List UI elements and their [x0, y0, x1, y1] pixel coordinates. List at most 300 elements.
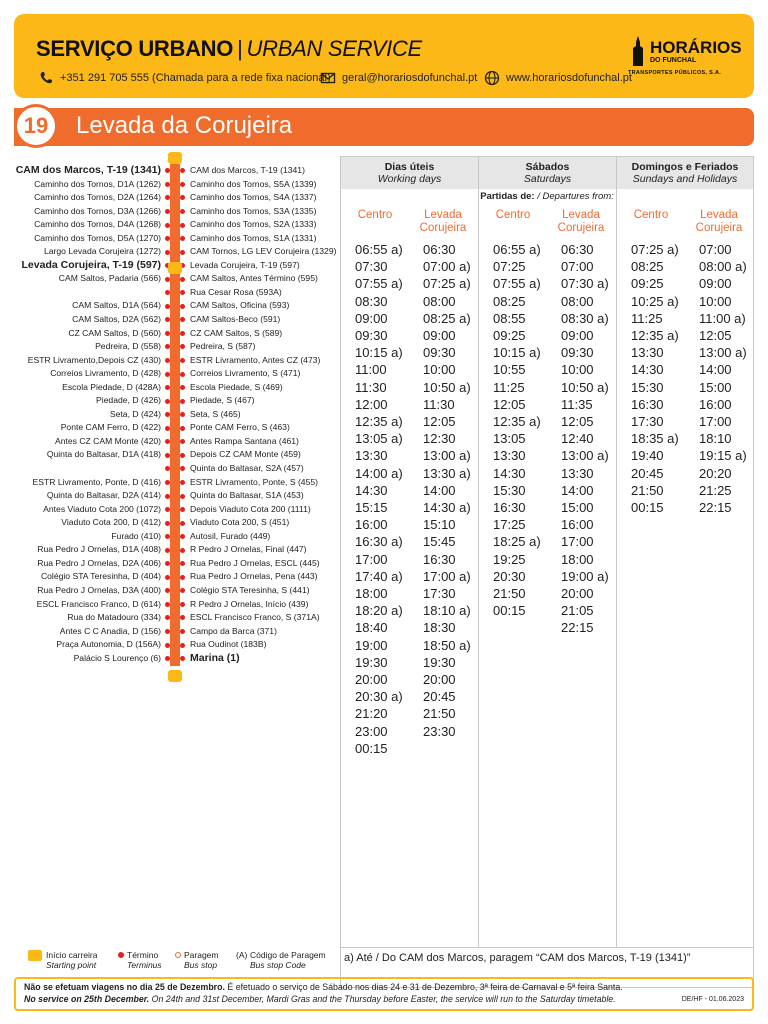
outbound-stop: Viaduto Cota 200, D (412) [61, 517, 161, 528]
departure-time: 07:00 [561, 259, 594, 275]
weekdays-levada-heading: Levada Corujeira [419, 209, 467, 234]
departure-time: 07:30 [355, 259, 388, 275]
return-stop: Viaduto Cota 200, S (451) [190, 517, 290, 528]
departure-time: 21:50 [423, 706, 456, 722]
terminus-dot [180, 168, 185, 173]
saturdays-header [479, 157, 616, 189]
departure-time: 12:05 [699, 328, 732, 344]
departure-time: 12:05 [423, 414, 456, 430]
return-stop: CZ CAM Saltos, S (589) [190, 327, 283, 338]
departure-time: 09:00 [423, 328, 456, 344]
terminus-dot [180, 629, 185, 634]
departure-time: 09:25 [631, 276, 664, 292]
legend-code [236, 950, 326, 970]
terminus-dot [165, 331, 170, 336]
outbound-stop: Colégio STA Teresinha, D (404) [40, 571, 161, 582]
page-title [36, 36, 422, 62]
departure-time: 10:50 a) [561, 379, 609, 395]
departure-time: 16:30 [493, 500, 526, 516]
departure-time: 11:25 [631, 310, 663, 326]
departure-time: 07:55 a) [493, 276, 541, 292]
sundays-label-en: Sundays and Holidays [632, 173, 738, 185]
return-stop: Ponte CAM Ferro, S (463) [190, 422, 290, 433]
return-stop: Caminho dos Tornos, S1A (1331) [190, 232, 317, 243]
terminus-dot [165, 399, 170, 404]
departure-time: 10:55 [493, 362, 526, 378]
phone-icon [38, 70, 54, 86]
legend-start-pt: Início carreira [46, 950, 98, 960]
terminus-dot [165, 548, 170, 553]
legend-term-pt: Término [127, 950, 159, 960]
terminus-dot [165, 358, 170, 363]
outbound-stop: Caminho dos Tornos, D5A (1270) [34, 232, 161, 243]
email-link[interactable]: geral@horariosdofunchal.pt [342, 72, 478, 84]
return-stop: Depois Viaduto Cota 200 (1111) [190, 503, 311, 514]
departure-time: 07:30 a) [561, 276, 609, 292]
departure-time: 14:00 [423, 482, 456, 498]
sundays-levada-heading: Levada Corujeira [695, 209, 743, 234]
departure-time: 13:30 [561, 465, 594, 481]
departure-time: 09:30 [423, 345, 456, 361]
outbound-stop: ESCL Francisco Franco, D (614) [36, 598, 161, 609]
terminus-dot [165, 426, 170, 431]
outbound-stop: Praça Autonomia, D (156A) [56, 639, 161, 650]
terminus-dot [180, 290, 185, 295]
terminus-dot [180, 277, 185, 282]
departure-time: 09:25 [493, 328, 526, 344]
terminus-dot [180, 304, 185, 309]
departure-time: 10:00 [561, 362, 594, 378]
logo-tagline: TRANSPORTES PÚBLICOS, S.A. [628, 70, 722, 76]
departure-time: 09:30 [355, 328, 388, 344]
departure-time: 12:05 [493, 396, 526, 412]
terminus-dot [180, 507, 185, 512]
return-stop: ESCL Francisco Franco, S (371A) [190, 612, 320, 623]
departure-time: 13:05 a) [355, 431, 403, 447]
departure-time: 19:00 a) [561, 568, 609, 584]
departure-time: 07:00 a) [423, 259, 471, 275]
departure-time: 15:30 [493, 482, 526, 498]
departure-time: 17:00 [561, 534, 594, 550]
logo-main-text: HORÁRIOS [650, 38, 742, 57]
company-logo [628, 28, 742, 84]
sundays-levada-times [699, 241, 747, 516]
return-stop: Colégio STA Teresinha, S (441) [190, 584, 310, 595]
legend-start [28, 950, 98, 970]
return-stop: Rua Cesar Rosa (593A) [190, 286, 282, 297]
email-contact[interactable] [320, 70, 477, 86]
departure-time: 15:45 [423, 534, 456, 550]
terminus-dot [165, 182, 170, 187]
outbound-stop: Antes CZ CAM Monte (420) [54, 435, 161, 446]
outbound-stop: Pedreira, D (558) [95, 341, 161, 352]
return-stop: Pedreira, S (587) [190, 341, 256, 352]
return-stop: Quinta do Baltasar, S1A (453) [190, 490, 304, 501]
departure-time: 16:30 [631, 396, 664, 412]
departure-time: 17:00 [355, 551, 388, 567]
departure-time: 19:15 a) [699, 448, 747, 464]
departure-time: 07:25 a) [423, 276, 471, 292]
departure-time: 18:35 a) [631, 431, 679, 447]
legend-stop-en: Bus stop [184, 960, 218, 970]
departure-time: 13:30 [493, 448, 526, 464]
return-stop: Autosil, Furado (449) [190, 530, 271, 541]
departure-time: 11:00 [355, 362, 387, 378]
outbound-stop: Rua Pedro J Ornelas, D1A (408) [37, 544, 161, 555]
outbound-stop: Caminho dos Tornos, D2A (1264) [34, 192, 161, 203]
return-stop: ESTR Livramento, Antes CZ (473) [190, 354, 321, 365]
outbound-stop: Rua Pedro J Ornelas, D3A (400) [37, 584, 161, 595]
terminus-dot [165, 602, 170, 607]
departure-time: 14:00 a) [355, 465, 403, 481]
terminus-dot [180, 344, 185, 349]
saturdays-label-pt: Sábados [525, 161, 570, 173]
return-stop: Caminho dos Tornos, S5A (1339) [190, 178, 317, 189]
departure-time: 06:30 [561, 242, 594, 257]
terminus-dot [165, 304, 170, 309]
departure-time: 10:00 [423, 362, 456, 378]
departure-time: 18:20 a) [355, 603, 403, 619]
return-stop: CAM Tornos, LG LEV Corujeira (1329) [190, 246, 337, 257]
notice-pt-bold: Não se efetuam viagens no dia 25 de Dezembro. [24, 982, 225, 992]
terminus-dot [180, 656, 185, 661]
departure-time: 10:00 [699, 293, 732, 309]
outbound-stop: Levada Corujeira, T-19 (597) [21, 258, 161, 271]
departure-time: 14:00 [699, 362, 732, 378]
departure-time: 13:05 [493, 431, 526, 447]
terminus-dot [165, 521, 170, 526]
return-stop: Correios Livramento, S (471) [190, 368, 301, 379]
departure-time: 13:30 [631, 345, 664, 361]
terminus-dot [180, 426, 185, 431]
column-divider [616, 157, 617, 947]
departure-time: 23:30 [423, 723, 456, 739]
departure-time: 07:25 a) [631, 242, 679, 257]
title-separator: | [237, 36, 243, 61]
weekdays-label-en: Working days [377, 173, 442, 185]
departure-time: 11:00 a) [699, 310, 746, 326]
globe-icon [484, 70, 500, 86]
terminus-dot [165, 575, 170, 580]
departure-time: 11:25 [493, 379, 525, 395]
departure-time: 08:00 [423, 293, 456, 309]
terminus-dot [165, 372, 170, 377]
terminus-dot [180, 317, 185, 322]
terminus-dot [165, 494, 170, 499]
departure-time: 12:35 a) [493, 414, 541, 430]
phone-contact [38, 70, 331, 86]
terminus-dot [165, 629, 170, 634]
departure-time: 08:55 [493, 310, 526, 326]
notice-pt-rest: É efetuado o serviço de Sábado nos dias 24 e 31 de Dezembro, 3ª feira de Carnaval e 5ª feira Santa. [224, 982, 623, 992]
partidas-pt: Partidas de: [480, 191, 535, 202]
departure-time: 08:00 [561, 293, 594, 309]
departure-time: 09:00 [561, 328, 594, 344]
departure-time: 12:30 [423, 431, 456, 447]
departure-time: 14:30 [631, 362, 664, 378]
outbound-stop: ESTR Livramento, Ponte, D (416) [32, 476, 161, 487]
outbound-stop [0, 462, 161, 476]
outbound-stop-list [0, 164, 161, 665]
terminus-dot [180, 236, 185, 241]
outbound-stop: ESTR Livramento,Depois CZ (430) [27, 354, 161, 365]
outbound-stop: Largo Levada Corujeira (1272) [43, 246, 161, 257]
terminus-dot [180, 494, 185, 499]
departure-time: 08:30 a) [561, 310, 609, 326]
departure-time: 18:40 [355, 620, 388, 636]
departure-time: 10:15 a) [493, 345, 541, 361]
return-stop: Caminho dos Tornos, S4A (1337) [190, 192, 317, 203]
outbound-stop: Correios Livramento, D (428) [50, 368, 161, 379]
departure-time: 00:15 [493, 603, 526, 619]
departure-time: 09:00 [355, 310, 388, 326]
departure-time: 20:45 [423, 689, 456, 705]
departure-time: 18:10 [699, 431, 732, 447]
weekdays-centro-times [355, 241, 403, 757]
return-stop: Quinta do Baltasar, S2A (457) [190, 463, 304, 474]
outbound-stop: CZ CAM Saltos, D (560) [68, 327, 161, 338]
departure-time: 15:00 [561, 500, 594, 516]
weekdays-header [341, 157, 478, 189]
terminus-dot [180, 209, 185, 214]
departure-time: 14:30 [493, 465, 526, 481]
terminus-dot [180, 358, 185, 363]
departure-time: 16:30 [423, 551, 456, 567]
return-stop: Caminho dos Tornos, S3A (1335) [190, 205, 317, 216]
departure-time: 20:00 [423, 672, 456, 688]
return-stop: Levada Corujeira, T-19 (597) [190, 259, 300, 270]
terminus-dot [180, 453, 185, 458]
departure-time: 13:00 a) [423, 448, 471, 464]
terminus-dot [180, 480, 185, 485]
route-number-badge: 19 [14, 104, 58, 148]
return-stop: Rua Pedro J Ornelas, ESCL (445) [190, 557, 320, 568]
departure-time: 16:30 a) [355, 534, 403, 550]
departure-time: 18:50 a) [423, 637, 471, 653]
return-stop-list [190, 164, 340, 665]
return-stop: Antes Rampa Santana (461) [190, 435, 299, 446]
terminus-dot [180, 548, 185, 553]
terminus-dot [180, 385, 185, 390]
outbound-stop: Antes C C Anadia, D (156) [59, 625, 161, 636]
bus-icon [168, 670, 182, 682]
departure-time: 08:25 a) [423, 310, 471, 326]
terminus-dot [180, 561, 185, 566]
weekdays-label-pt: Dias úteis [384, 161, 435, 173]
departure-time: 10:25 a) [631, 293, 679, 309]
route-bar [14, 108, 754, 146]
departure-time: 21:50 [493, 586, 526, 602]
legend-code-en: Bus stop Code [250, 960, 306, 970]
departure-time: 16:00 [699, 396, 732, 412]
departure-time: 08:25 [493, 293, 526, 309]
terminus-dot [180, 372, 185, 377]
return-stop: CAM Saltos, Oficina (593) [190, 300, 290, 311]
departure-time: 14:00 [561, 482, 594, 498]
title-en: URBAN SERVICE [246, 36, 422, 61]
terminus-dot [180, 615, 185, 620]
sundays-header [617, 157, 753, 189]
terminus-dot [165, 209, 170, 214]
outbound-stop: Antes Viaduto Cota 200 (1072) [43, 503, 161, 514]
terminus-dot [180, 412, 185, 417]
terminus-dot [180, 466, 185, 471]
service-notice [14, 977, 754, 1011]
departure-time: 17:00 a) [423, 568, 471, 584]
sundays-centro-heading: Centro [633, 209, 669, 221]
departure-time: 12:00 [355, 396, 388, 412]
departure-time: 20:00 [561, 586, 594, 602]
departure-time: 13:30 [355, 448, 388, 464]
return-stop: Depois CZ CAM Monte (459) [190, 449, 301, 460]
departure-time: 17:30 [631, 414, 664, 430]
departure-time: 07:25 [493, 259, 526, 275]
column-divider [478, 157, 479, 947]
departure-time: 18:10 a) [423, 603, 471, 619]
departure-time: 14:30 a) [423, 500, 471, 516]
terminus-dot [180, 331, 185, 336]
legend-stop-pt: Paragem [184, 950, 219, 960]
departure-time: 20:00 [355, 672, 388, 688]
departure-time: 18:25 a) [493, 534, 541, 550]
outbound-stop: Escola Piedade, D (428A) [62, 381, 161, 392]
outbound-stop: CAM Saltos, D1A (564) [72, 300, 161, 311]
outbound-stop: CAM dos Marcos, T-19 (1341) [15, 164, 161, 176]
terminus-dot [180, 575, 185, 580]
departure-time: 00:15 [631, 500, 664, 516]
departure-time: 09:00 [699, 276, 732, 292]
departure-time: 19:30 [423, 654, 456, 670]
stop-code-symbol: (A) [236, 950, 248, 960]
departure-time: 06:55 a) [355, 242, 403, 257]
departure-time: 19:30 [355, 654, 388, 670]
header-banner [14, 14, 754, 98]
departure-time: 21:50 [631, 482, 664, 498]
legend-term-en: Terminus [127, 960, 162, 970]
return-stop: Seta, S (465) [190, 408, 241, 419]
departure-time: 19:40 [631, 448, 664, 464]
departure-time: 20:20 [699, 465, 732, 481]
terminus-dot [165, 643, 170, 648]
return-stop: CAM Saltos-Beco (591) [190, 314, 281, 325]
terminus-dot [165, 250, 170, 255]
departure-time: 11:30 [423, 396, 455, 412]
bus-icon [168, 262, 182, 274]
departure-time: 00:15 [355, 740, 388, 756]
notice-en-bold: No service on 25th December. [24, 994, 150, 1004]
legend-code-pt: Código de Paragem [250, 950, 326, 960]
return-stop: Marina (1) [190, 651, 240, 664]
departure-time: 21:05 [561, 603, 594, 619]
departure-time: 19:25 [493, 551, 526, 567]
return-stop: R Pedro J Ornelas, Final (447) [190, 544, 307, 555]
departure-time: 10:50 a) [423, 379, 471, 395]
departures-from-label [341, 191, 753, 202]
partidas-en: / Departures from: [537, 191, 614, 202]
departure-time: 20:30 [493, 568, 526, 584]
return-stop: CAM Saltos, Antes Término (595) [190, 273, 318, 284]
terminus-dot [180, 534, 185, 539]
terminus-dot [165, 453, 170, 458]
departure-time: 20:30 a) [355, 689, 403, 705]
departure-time: 18:00 [561, 551, 594, 567]
departure-time: 17:00 [699, 414, 732, 430]
departure-time: 18:00 [355, 586, 388, 602]
weekdays-levada-times [423, 241, 471, 740]
outbound-stop: CAM Saltos, Padaria (566) [58, 273, 161, 284]
timetable [340, 156, 754, 988]
terminus-dot [180, 439, 185, 444]
outbound-stop: Quinta do Baltasar, D2A (414) [46, 490, 161, 501]
sundays-centro-times [631, 241, 679, 516]
terminus-dot [165, 223, 170, 228]
outbound-stop: Caminho dos Tornos, D1A (1262) [34, 178, 161, 189]
departure-time: 18:30 [423, 620, 456, 636]
bus-stop-dot-icon [175, 952, 181, 958]
departure-time: 15:00 [699, 379, 732, 395]
sundays-label-pt: Domingos e Feriados [631, 161, 739, 173]
saturdays-centro-times [493, 241, 541, 619]
terminus-dot [180, 195, 185, 200]
return-stop: Rua Pedro J Ornelas, Pena (443) [190, 571, 318, 582]
outbound-stop: Caminho dos Tornos, D3A (1266) [34, 205, 161, 216]
departure-time: 13:00 a) [699, 345, 747, 361]
cathedral-icon [630, 36, 646, 66]
departure-time: 10:15 a) [355, 345, 403, 361]
departure-time: 21:25 [699, 482, 732, 498]
timetable-footnote: a) Até / Do CAM dos Marcos, paragem “CAM dos Marcos, T-19 (1341)” [340, 947, 754, 973]
saturdays-levada-times [561, 241, 609, 637]
terminus-dot [165, 480, 170, 485]
departure-time: 07:00 [699, 242, 732, 257]
departure-time: 13:00 a) [561, 448, 609, 464]
outbound-stop: Piedade, D (426) [96, 395, 161, 406]
document-code: DE/HF - 01.06.2023 [681, 996, 744, 1003]
departure-time: 21:20 [355, 706, 388, 722]
departure-time: 12:40 [561, 431, 594, 447]
website-link[interactable]: www.horariosdofunchal.pt [506, 72, 632, 84]
departure-time: 23:00 [355, 723, 388, 739]
departure-time: 17:40 a) [355, 568, 403, 584]
return-stop: Caminho dos Tornos, S2A (1333) [190, 219, 317, 230]
terminus-dot [180, 250, 185, 255]
departure-time: 17:30 [423, 586, 456, 602]
departure-time: 12:05 [561, 414, 594, 430]
saturdays-centro-heading: Centro [495, 209, 531, 221]
return-stop: R Pedro J Ornelas, Início (439) [190, 598, 309, 609]
departure-time: 15:30 [631, 379, 664, 395]
terminus-dot [165, 277, 170, 282]
legend-start-en: Starting point [46, 960, 97, 970]
website-contact[interactable] [484, 70, 632, 86]
weekdays-centro-heading: Centro [357, 209, 393, 221]
departure-time: 16:00 [561, 517, 594, 533]
return-stop: ESTR Livramento, Ponte, S (455) [190, 476, 319, 487]
departure-time: 06:55 a) [493, 242, 541, 257]
route-name: Levada da Corujeira [76, 112, 293, 139]
terminus-dot [180, 399, 185, 404]
mail-icon [320, 70, 336, 86]
departure-time: 11:35 [561, 396, 593, 412]
return-stop: Campo da Barca (371) [190, 625, 277, 636]
departure-time: 20:45 [631, 465, 664, 481]
departure-time: 09:30 [561, 345, 594, 361]
departure-time: 14:30 [355, 482, 388, 498]
outbound-stop: CAM Saltos, D2A (562) [72, 314, 161, 325]
return-stop: Rua Oudinot (183B) [190, 639, 267, 650]
bus-start-icon [28, 950, 42, 961]
departure-time: 19:00 [355, 637, 388, 653]
